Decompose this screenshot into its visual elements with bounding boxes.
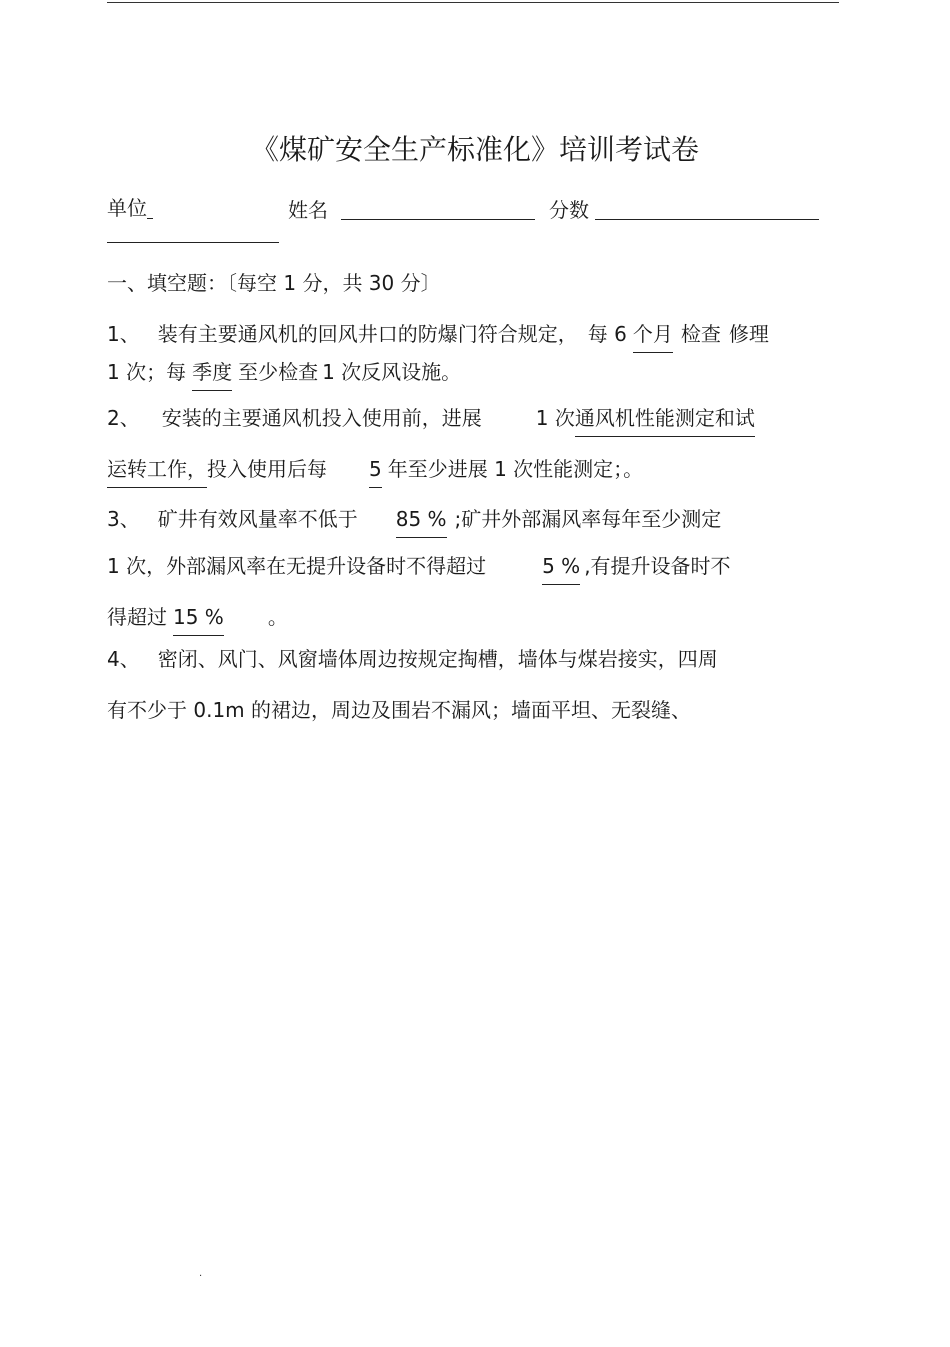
question-1-line-1: 1、 装有主要通风机的回风井口的防爆门符合规定， 每 6 个月 检查 修理 [107,319,769,349]
question-1-number: 1、 [107,322,140,346]
question-2-number: 2、 [107,406,140,430]
question-1-line-2: 1 次；每 季度 至少检查 1 次反风设施。 [107,357,461,387]
answer-text: 至少检查 [238,360,319,384]
question-2-line-1: 2、 安装的主要通风机投入使用前，进展 1 次通风机性能测定和试 [107,403,755,433]
answer-text: 检查 [680,322,721,346]
answer-blank: 15 % [173,602,224,632]
question-3-line-1: 3、 矿井有效风量率不低于 85 % ;矿井外部漏风率每年至少测定 [107,504,721,534]
question-3-line-2: 1 次，外部漏风率在无提升设备时不得超过 5 % ,有提升设备时不 [107,551,731,581]
answer-blank: 85 % [396,504,447,534]
score-label: 分数 [549,198,589,222]
score-blank[interactable] [595,219,819,220]
unit-blank-continued[interactable] [107,242,279,243]
top-rule [107,2,839,3]
answer-blank: 通风机性能测定和试 [575,403,755,433]
question-4-number: 4、 [107,647,140,671]
answer-blank: 个月 [633,319,673,349]
answer-blank: 季度 [192,357,232,387]
question-4-line-2: 有不少于 0.1m 的裙边，周边及围岩不漏风；墙面平坦、无裂缝、 [107,698,692,722]
unit-label: 单位 [107,196,147,220]
answer-blank: 5 % [542,551,580,581]
page-title: 《煤矿安全生产标准化》培训考试卷 [250,133,699,166]
section-heading: 一、填空题：〔每空 1 分，共 30 分〕 [107,271,441,295]
answer-blank: 5 [369,454,382,484]
name-blank[interactable] [341,219,535,220]
answer-blank: 运转工作， [107,454,207,484]
footer-dot: . [199,1268,203,1279]
name-label: 姓名 [288,198,328,222]
unit-field[interactable] [107,193,153,223]
question-3-number: 3、 [107,507,140,531]
question-4-line-1: 4、 密闭、风门、风窗墙体周边按规定掏槽，墙体与煤岩接实，四周 [107,647,718,671]
question-3-line-3: 得超过 15 % 。 [107,602,288,632]
question-2-line-2: 运转工作，投入使用后每 5 年至少进展 1 次性能测定；。 [107,454,643,484]
